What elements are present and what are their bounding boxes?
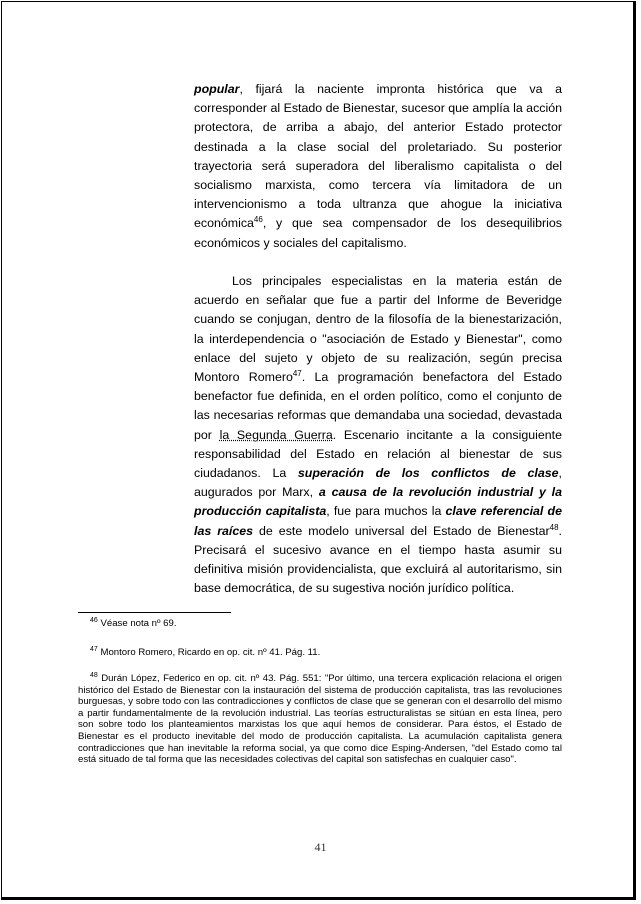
emphasis-1: superación de los conflictos de clase xyxy=(297,466,559,481)
emphasis-2: a causa de la revolución industrial y la producción capitalista xyxy=(194,485,562,519)
paragraph-2-text-6: de este modelo universal del Estado de Bienestar xyxy=(253,523,550,538)
footnote-47 xyxy=(90,647,574,659)
paragraph-2 xyxy=(194,272,562,598)
lead-word: popular xyxy=(194,82,240,96)
footnote-number: 47 xyxy=(90,646,98,653)
paragraph-1-text-a: , fijará la naciente impronta histórica que va a corresponder al Estado de Bienestar, sucesor que amplía la acción protectora, de arriba a abajo, del anterior Estado protector destinada a la clase social del proletariado. Su posterior trayectoria será superadora del liberalismo capitalista o del socialismo marxista, como tercera vía limitadora de un intervencionismo a toda ultranza que ahogue la iniciativa económica xyxy=(194,82,562,231)
footnote-48 xyxy=(78,673,562,766)
paragraph-2-text-4: , augurados por Marx, xyxy=(194,466,562,500)
footnote-46 xyxy=(90,618,574,630)
paragraph-2-text-3: . Escenario incitante a la consiguiente responsabilidad del Estado en relación al bienestar de sus ciudadanos. La xyxy=(194,427,562,481)
page-number: 41 xyxy=(314,840,327,854)
paragraph-2-text-2: . La programación benefactora del Estado benefactor fue definida, en el orden político, como el conjunto de las necesarias reformas que demandaba una sociedad, devastada por xyxy=(194,370,562,442)
paragraph-1-text-b: , y que sea compensador de los desequilibrios económicos y sociales del capitalismo. xyxy=(194,216,562,250)
footnote-text: Durán López, Federico en op. cit. nº 43. Pág. 551: "Por último, una tercera explicación relaciona el origen histórico del Estado de Bienestar con la instauración del sistema de producción capitalista, tras las revoluciones burguesas, y sobre todo con las contradicciones y conflictos de clase que se generan con el desarrollo del mismo a partir fundamentalmente de la revolución industrial. Las teorías estructuralistas se sitúan en esta línea, pero son sobre todo los planteamientos marxistas los que aquí hemos de considerar. Para éstos, el Estado de Bienestar es el producto inevitable del modo de producción capitalista. La acumulación capitalista genera contradicciones que han inevitable la reforma social, ya que como dice Esping-Andersen, "del Estado como tal está situado de tal forma que las necesidades colectivas del capital son satisfechas en cualquier caso". xyxy=(78,673,562,766)
footnote-number: 46 xyxy=(90,617,98,624)
footnote-text: Montoro Romero, Ricardo en op. cit. nº 41. Pág. 11. xyxy=(100,647,321,658)
underlined-phrase: la Segunda Guerra xyxy=(219,427,333,442)
footnote-ref-47[interactable]: 47 xyxy=(292,369,302,379)
emphasis-3: clave referencial de las raíces xyxy=(194,504,562,538)
footnote-ref-48[interactable]: 48 xyxy=(549,522,559,532)
paragraph-1 xyxy=(194,80,562,253)
footnote-separator xyxy=(78,612,231,613)
footnote-ref-46[interactable]: 46 xyxy=(253,215,263,225)
paragraph-2-text-5: , fue para muchos la xyxy=(326,504,446,519)
paragraph-2-text-1: Los principales especialistas en la materia están de acuerdo en señalar que fue a partir del Informe de Beveridge cuando se conjugan, dentro de la filosofía de la bienestarización, la interdependencia o "asociación de Estado y Bienestar", como enlace del sujeto y objeto de su realización, según precisa Montoro Romero xyxy=(194,274,562,385)
footnote-number: 48 xyxy=(90,672,98,679)
footnote-text: Véase nota nº 69. xyxy=(100,618,177,629)
paragraph-2-text-7: . Precisará el sucesivo avance en el tiempo hasta asumir su definitiva misión providencialista, que excluirá al autoritarismo, sin base democrática, de su sugestiva noción jurídico política. xyxy=(194,523,562,596)
